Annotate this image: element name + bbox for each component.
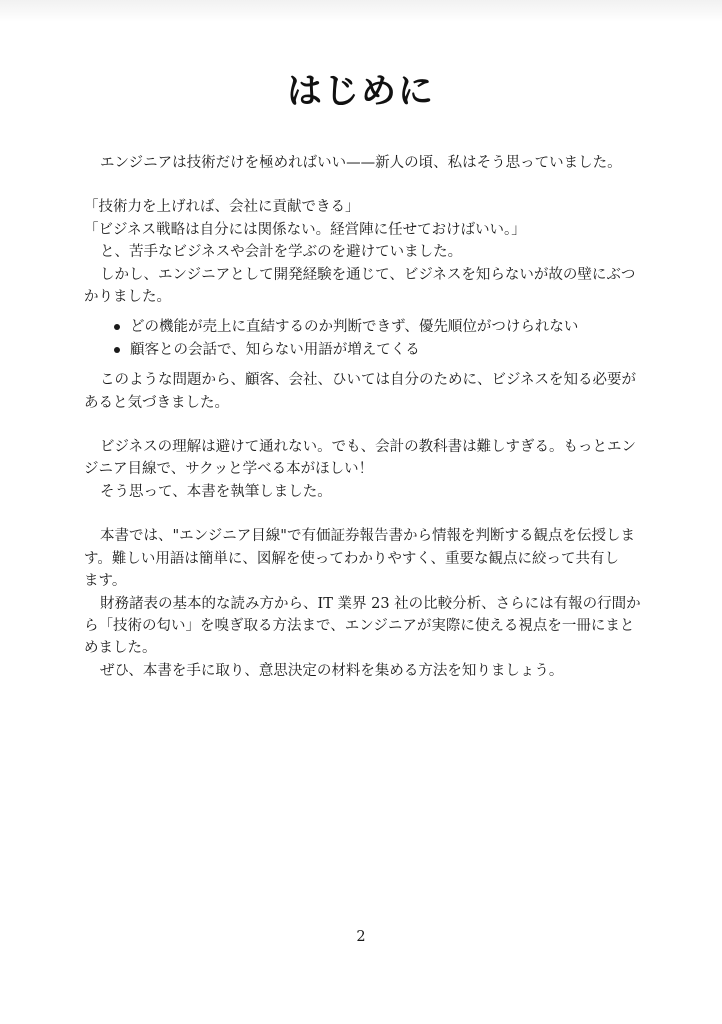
text-line: 「技術力を上げれば、会社に貢献できる」: [84, 199, 360, 216]
paragraph-realization: [84, 369, 644, 414]
text-line: ジニア目線で、サクッと学べる本がほしい！: [84, 461, 374, 478]
text-line: ぜひ、本書を手に取り、意思決定の材料を集める方法を知りましょう。: [100, 662, 564, 679]
bullet-text: 顧客との会話で、知らない用語が増えてくる: [130, 341, 420, 358]
text-line: と、苦手なビジネスや会計を学ぶのを避けていました。: [100, 244, 463, 261]
bullet-item: [114, 339, 644, 361]
paragraph-closing: [84, 660, 644, 682]
text-line: しかし、エンジニアとして開発経験を通じて、ビジネスを知らないが故の壁にぶつ: [100, 266, 636, 283]
top-shadow: [0, 0, 722, 22]
page-number: 2: [356, 929, 366, 945]
paragraph-book-purpose: [84, 525, 644, 592]
text-line: このような問題から、顧客、会社、ひいては自分のために、ビジネスを知る必要が: [100, 372, 637, 389]
page-title: はじめに: [286, 72, 435, 112]
paragraph-book-contents: [84, 593, 644, 660]
text-line: そう思って、本書を執筆しました。: [100, 483, 332, 500]
paragraph-motivation: [84, 436, 644, 481]
paragraph-intro: [84, 152, 644, 174]
text-line: 財務諸表の基本的な読み方から、IT 業界 23 社の比較分析、さらには有報の行間か: [100, 595, 641, 612]
bullet-item: [114, 316, 644, 338]
bullet-text: どの機能が売上に直結するのか判断できず、優先順位がつけられない: [130, 319, 579, 336]
paragraph-wrote: [84, 481, 644, 503]
text-line: ら「技術の匂い」を嗅ぎ取る方法まで、エンジニアが実際に使える視点を一冊にまと: [84, 617, 635, 634]
text-line: ビジネスの理解は避けて通れない。でも、会計の教科書は難しすぎる。もっとエン: [100, 439, 637, 456]
text-line: めました。: [84, 640, 157, 657]
bullet-dot-icon: [114, 347, 120, 353]
paragraph-quotes: [84, 196, 644, 263]
bullet-dot-icon: [114, 324, 120, 330]
text-line: 本書では、"エンジニア目線"で有価証券報告書から情報を判断する観点を伝授しま: [100, 528, 635, 545]
text-line: あると気づきました。: [84, 394, 229, 411]
text-line: エンジニアは技術だけを極めればいい——新人の頃、私はそう思っていました。: [100, 155, 622, 171]
bullet-list: [84, 316, 644, 361]
text-line: かりました。: [84, 289, 171, 306]
text-line: 「ビジネス戦略は自分には関係ない。経営陣に任せておけばいい。」: [84, 221, 526, 238]
paragraph-however: [84, 264, 644, 309]
text-line: す。難しい用語は簡単に、図解を使ってわかりやすく、重要な観点に絞って共有し: [84, 550, 620, 567]
text-line: ます。: [84, 573, 127, 590]
body-text: [84, 152, 644, 682]
